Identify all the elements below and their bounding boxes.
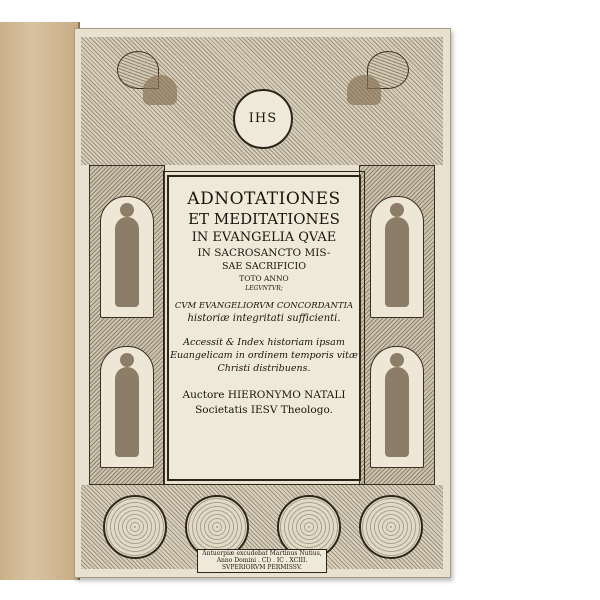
angel-right [337,51,407,111]
saint-figure-icon [385,217,409,307]
title-line-2: ET MEDITATIONES [188,210,340,228]
author-line-1: Auctore HIERONYMO NATALI [182,389,346,401]
niche-evangelist-matthew [100,196,154,318]
medallion-portrait [103,495,167,559]
imprint-line-2: Anno Domini . CI) . IC . XCIII. [216,557,308,564]
book-cover-edge [0,22,80,580]
title-line-4: IN SACROSANCTO MIS- [197,247,331,259]
title-line-6: TOTO ANNO [239,274,289,283]
book [0,22,452,580]
imprint-cartouche [197,549,327,573]
imprint-line-1: Antuerpiæ excudebat Martinus Nutius, [202,550,322,557]
title-line-1: ADNOTATIONES [187,189,341,209]
angel-body [347,75,381,105]
title-line-5: SAE SACRIFICIO [221,261,307,272]
subtitle-line-2: historiæ integritati sufficienti. [187,313,341,324]
title-line-3: IN EVANGELIA QVAE [191,230,337,245]
saint-figure-icon [115,367,139,457]
niche-evangelist-luke [370,346,424,468]
angel-left [117,51,187,111]
right-column [359,165,435,485]
left-column [89,165,165,485]
medallion-portrait [359,495,423,559]
index-line-1: Accessit & Index historiam ipsam [183,337,345,348]
engraved-frame [81,37,443,569]
imprint-line-3: SVPERIORVM PERMISSV. [221,564,303,571]
author-line-2: Societatis IESV Theologo. [195,404,333,416]
niche-evangelist-mark [100,346,154,468]
niche-evangelist-john [370,196,424,318]
index-line-2: Euangelicam in ordinem temporis vitæ [170,350,358,361]
title-line-7: LEGVNTVR; [245,285,283,292]
index-line-3: Christi distribuens. [217,363,311,374]
title-page [74,28,451,578]
subtitle-line-1: CVM EVANGELIORVM CONCORDANTIA [174,301,354,311]
ihs-monogram: IHS [233,89,293,149]
saint-figure-icon [385,367,409,457]
angel-body [143,75,177,105]
title-panel [167,175,361,481]
saint-figure-icon [115,217,139,307]
